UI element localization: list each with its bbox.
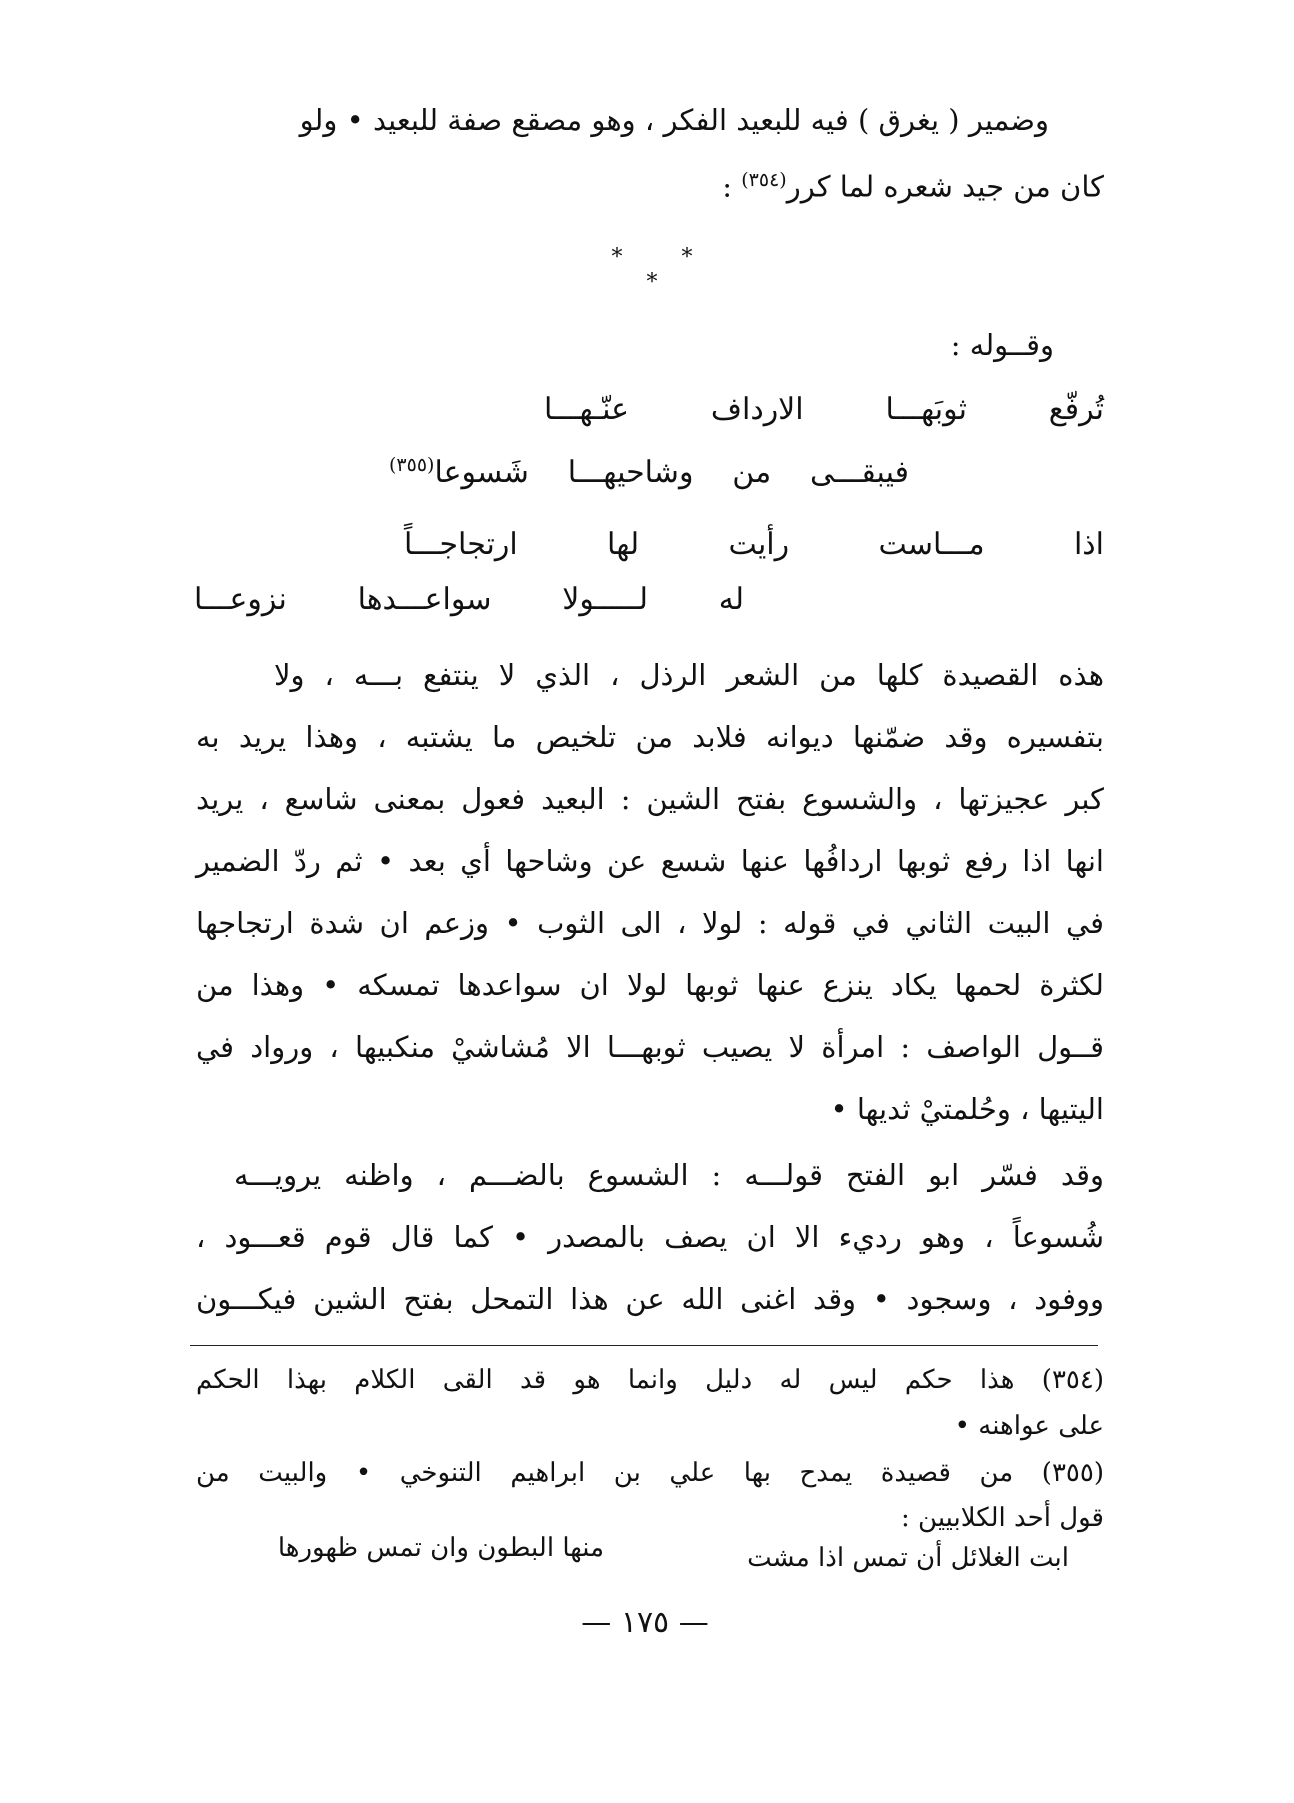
section-separator: * * * [611,245,719,295]
verse-1-second-hemistich [389,445,909,493]
verse-1-first-hemistich: تُرفّع ثوبَهـــا الارداف عنّـهـــا [544,392,1104,427]
verse-2-second-hemistich: له لـــــولا سواعـــدها نزوعـــا [194,582,744,617]
commentary-line: هذه القصيدة كلها من الشعر الرذل ، الذي لا ينتفع بـــه ، ولا [274,658,1104,692]
top-paragraph-line-2 [564,160,1104,207]
text-run: : [722,169,733,204]
footnote-354-line-1: (٣٥٤) هذا حكم ليس له دليل وانما هو قد القى الكلام بهذا الحكم [196,1365,1104,1395]
commentary-line: بتفسيره وقد ضمّنها ديوانه فلابد من تلخيص ما يشتبه ، وهذا يريد به [196,720,1104,754]
commentary-line: ووفود ، وسجود • وقد اغنى الله عن هذا التمحل بفتح الشين فيكـــون [196,1282,1104,1316]
commentary-line: شُسوعاً ، وهو رديء الا ان يصف بالمصدر • كما قال قوم قعـــود ، [196,1220,1104,1254]
commentary-line: وقد فسّر ابو الفتح قولـــه : الشسوع بالضـــم ، واظنه يرويـــه [234,1158,1104,1192]
page-number: — ١٧٥ — [581,1605,709,1640]
verse-intro: وقــوله : [950,328,1054,362]
footnote-divider [190,1345,1098,1346]
text-run: وضمير ( يغرق ) فيه للبعيد الفكر ، وهو مصقع صفة للبعيد • ولو [299,103,1049,137]
commentary-line: قــول الواصف : امرأة لا يصيب ثوبهـــا الا مُشاشيْ منكبيها ، ورواد في [196,1030,1104,1064]
footnote-354-line-2: على عواهنه • [954,1411,1104,1441]
commentary-line: اليتيها ، وحُلمتيْ ثديها • [830,1092,1104,1126]
top-paragraph-line-1 [199,100,1049,140]
commentary-line: انها اذا رفع ثوبها اردافُها عنها شسع عن وشاحها أي بعد • ثم ردّ الضمير [196,844,1104,878]
footnote-ref-355: (٣٥٥) [389,454,435,476]
text-run: كان من جيد شعره لما كرر [786,169,1104,204]
verse-2-first-hemistich: اذا مـــاست رأيت لها ارتجاجـــاً [404,527,1104,562]
commentary-line: كبر عجيزتها ، والشسوع بفتح الشين : البعيد فعول بمعنى شاسع ، يريد [196,782,1104,816]
footnote-ref-354: (٣٥٤) [741,169,787,191]
commentary-line: لكثرة لحمها يكاد ينزع عنها ثوبها لولا ان سواعدها تمسكه • وهذا من [196,968,1104,1002]
footnote-verse-first-hemistich: ابت الغلائل أن تمس اذا مشت [747,1543,1069,1573]
footnote-verse-second-hemistich: منها البطون وان تمس ظهورها [277,1533,604,1563]
commentary-line: في البيت الثاني في قوله : لولا ، الى الثوب • وزعم ان شدة ارتجاجها [196,906,1104,940]
footnote-355-line-1: (٣٥٥) من قصيدة يمدح بها علي بن ابراهيم التنوخي • والبيت من [196,1458,1104,1488]
text-run: فيبقـــى من وشاحيهـــا شَسوعا [434,455,909,490]
footnote-355-line-2: قول أحد الكلابيين : [901,1503,1104,1533]
